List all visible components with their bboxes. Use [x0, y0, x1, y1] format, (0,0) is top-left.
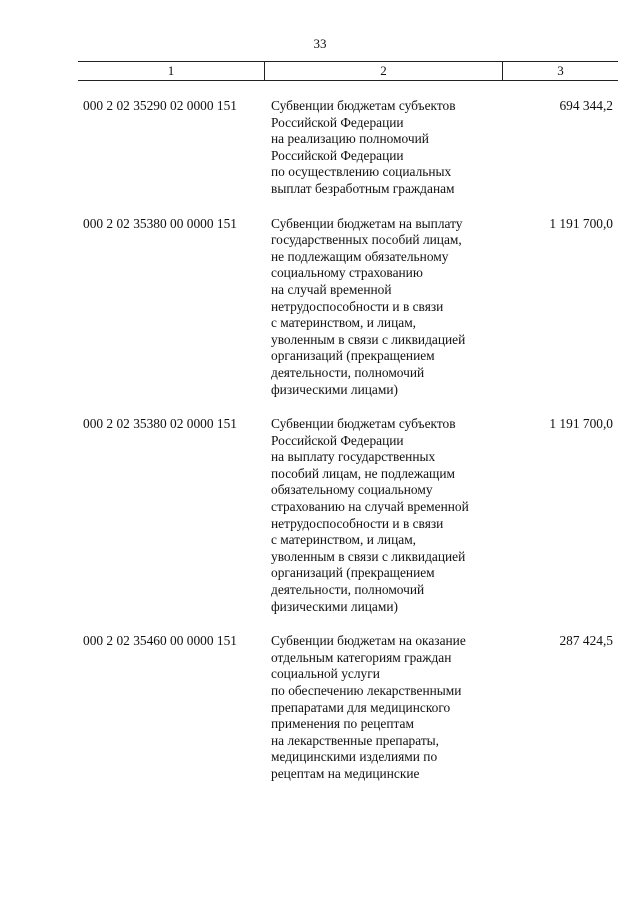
- table-row: [83, 98, 613, 198]
- description-line: на случай временной: [271, 281, 392, 297]
- description-line: Субвенции бюджетам на оказание: [271, 633, 466, 649]
- budget-code: 000 2 02 35380 02 0000 151: [83, 416, 237, 432]
- description-line: Российской Федерации: [271, 432, 404, 448]
- description-line: выплат безработным гражданам: [271, 180, 455, 196]
- description-line: деятельности, полномочий: [271, 582, 425, 598]
- description-line: нетрудоспособности и в связи: [271, 515, 444, 531]
- description-line: государственных пособий лицам,: [271, 232, 462, 248]
- description-line: нетрудоспособности и в связи: [271, 298, 444, 314]
- description-line: с материнством, и лицам,: [271, 315, 417, 331]
- description-line: физическими лицами): [271, 598, 398, 614]
- column-header-row: [78, 61, 618, 81]
- description-line: организаций (прекращением: [271, 565, 435, 581]
- description-line: не подлежащим обязательному: [271, 248, 449, 264]
- description-line: Российской Федерации: [271, 114, 404, 130]
- description-line: уволенным в связи с ликвидацией: [271, 548, 466, 564]
- description-line: организаций (прекращением: [271, 348, 435, 364]
- budget-description: [271, 416, 511, 615]
- table-row: [83, 633, 613, 782]
- description-line: Субвенции бюджетам на выплату: [271, 215, 463, 231]
- description-line: отдельным категориям граждан: [271, 649, 452, 665]
- description-line: физическими лицами): [271, 381, 398, 397]
- description-line: Российской Федерации: [271, 147, 404, 163]
- description-line: страхованию на случай временной: [271, 499, 469, 515]
- description-line: на реализацию полномочий: [271, 131, 429, 147]
- budget-description: [271, 216, 511, 399]
- budget-description: [271, 98, 511, 198]
- page-number: 33: [313, 36, 327, 51]
- description-line: применения по рецептам: [271, 716, 414, 732]
- column-header-3: 3: [557, 63, 564, 78]
- column-header-2: 2: [265, 62, 503, 80]
- budget-amount: 287 424,5: [559, 633, 613, 649]
- description-line: деятельности, полномочий: [271, 364, 425, 380]
- description-line: с материнством, и лицам,: [271, 532, 417, 548]
- description-line: Субвенции бюджетам субъектов: [271, 416, 456, 432]
- description-line: уволенным в связи с ликвидацией: [271, 331, 466, 347]
- description-line: на выплату государственных: [271, 449, 436, 465]
- description-line: пособий лицам, не подлежащим: [271, 465, 455, 481]
- budget-amount: 1 191 700,0: [549, 416, 613, 432]
- budget-table: [83, 98, 613, 801]
- table-row: [83, 416, 613, 615]
- description-line: обязательному социальному: [271, 482, 433, 498]
- budget-amount: 1 191 700,0: [549, 215, 613, 231]
- description-line: по осуществлению социальных: [271, 164, 452, 180]
- description-line: Субвенции бюджетам субъектов: [271, 98, 456, 113]
- description-line: социальному страхованию: [271, 265, 423, 281]
- description-line: по обеспечению лекарственными: [271, 683, 462, 698]
- description-line: рецептам на медицинские: [271, 765, 420, 781]
- budget-code: 000 2 02 35460 00 0000 151: [83, 633, 237, 649]
- description-line: препаратами для медицинского: [271, 699, 451, 715]
- description-line: на лекарственные препараты,: [271, 732, 440, 748]
- table-row: [83, 216, 613, 399]
- budget-description: [271, 633, 511, 782]
- column-header-1: 1: [78, 62, 265, 80]
- budget-code: 000 2 02 35380 00 0000 151: [83, 215, 237, 231]
- budget-amount: 694 344,2: [559, 98, 613, 113]
- budget-code: 000 2 02 35290 02 0000 151: [83, 98, 237, 113]
- description-line: медицинскими изделиями по: [271, 749, 438, 765]
- description-line: социальной услуги: [271, 666, 380, 682]
